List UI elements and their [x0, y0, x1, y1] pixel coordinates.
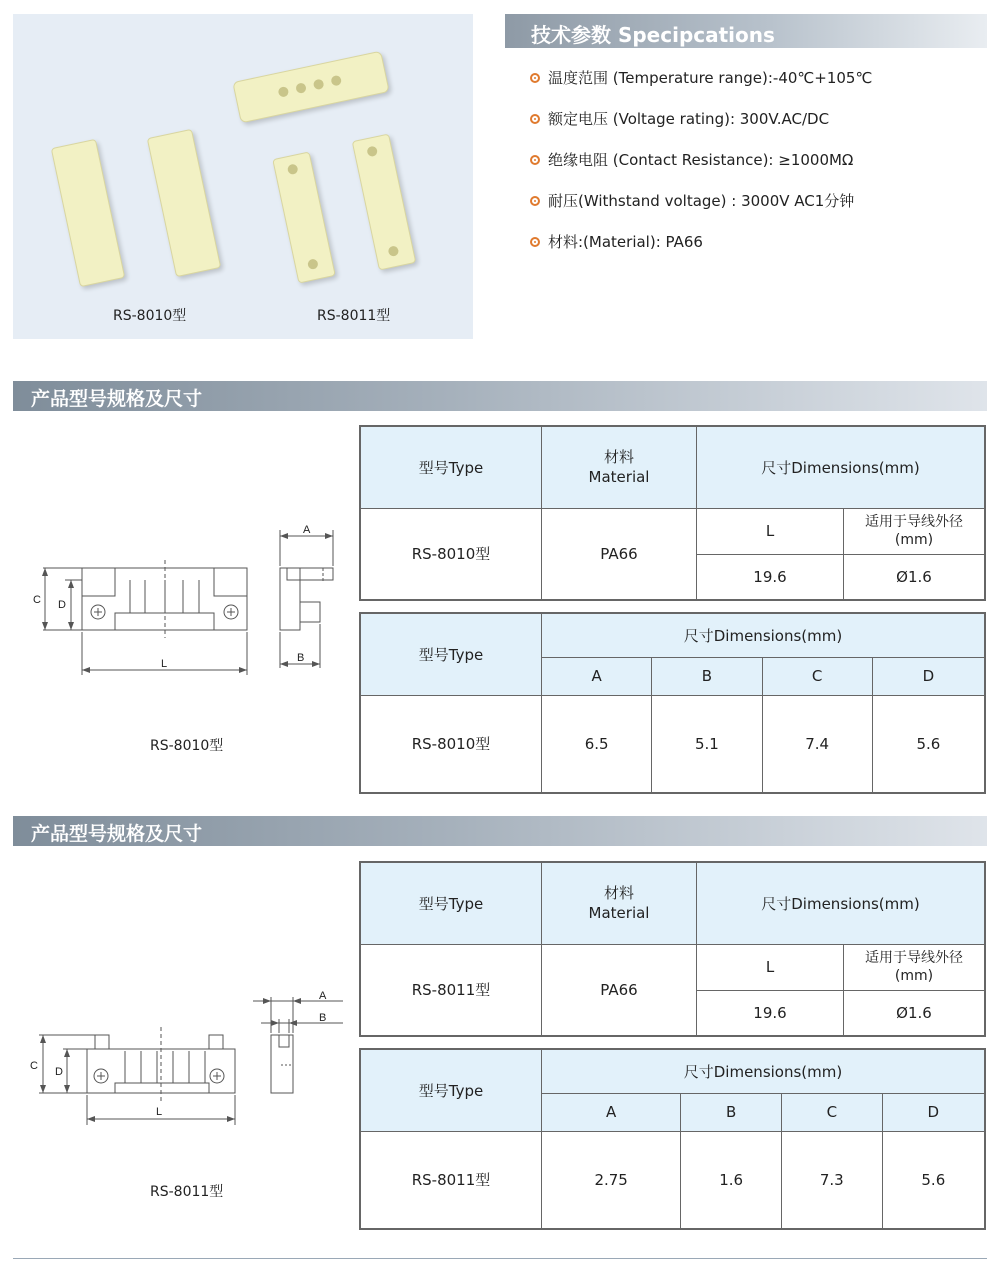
bullet-icon — [530, 114, 540, 124]
photo-caption-8010: RS-8010型 — [113, 308, 187, 324]
label-a: A — [319, 990, 327, 1002]
bullet-icon — [530, 196, 540, 206]
cell-model: RS-8011型 — [360, 1131, 542, 1229]
col-dimensions: 尺寸Dimensions(mm) — [697, 426, 986, 508]
bullet-icon — [530, 237, 540, 247]
label-a: A — [303, 524, 311, 536]
spec-item: 绝缘电阻 (Contact Resistance): ≥1000MΩ — [530, 149, 853, 170]
cell-wire-diameter: Ø1.6 — [844, 990, 986, 1036]
col-a: A — [542, 1093, 681, 1131]
col-type: 型号Type — [360, 426, 542, 508]
col-l: L — [697, 944, 844, 990]
cell-model: RS-8010型 — [360, 695, 542, 793]
label-l: L — [156, 1106, 163, 1118]
bullet-icon — [530, 73, 540, 83]
cell-wire-diameter: Ø1.6 — [844, 554, 986, 600]
cell-model: RS-8010型 — [360, 508, 542, 600]
product-photo — [13, 14, 473, 339]
col-dimensions: 尺寸Dimensions(mm) — [542, 613, 986, 657]
col-material: 材料 Material — [542, 426, 697, 508]
spec-table-rs8011 — [359, 861, 986, 1037]
cell-material: PA66 — [542, 508, 697, 600]
col-b: B — [681, 1093, 782, 1131]
section-title: 产品型号规格及尺寸 — [31, 823, 203, 845]
cell-l: 19.6 — [697, 990, 844, 1036]
col-d: D — [882, 1093, 985, 1131]
drawing-caption-rs8011: RS-8011型 — [150, 1184, 224, 1200]
col-l: L — [697, 508, 844, 554]
rs-8010-clip-right — [147, 129, 222, 277]
specifications-title: 技术参数 Specipcations — [531, 23, 775, 47]
label-b: B — [319, 1012, 327, 1024]
label-b: B — [297, 652, 305, 664]
footer-divider — [13, 1258, 987, 1259]
col-b: B — [652, 657, 762, 695]
drawing-caption-rs8010: RS-8010型 — [150, 738, 224, 754]
col-d: D — [872, 657, 985, 695]
dimension-table-rs8010 — [359, 612, 986, 794]
dimension-drawing-rs8011 — [25, 985, 345, 1135]
section-header-rs8011 — [13, 816, 987, 846]
cell-model: RS-8011型 — [360, 944, 542, 1036]
cell-material: PA66 — [542, 944, 697, 1036]
section-header-rs8010 — [13, 381, 987, 411]
col-dimensions: 尺寸Dimensions(mm) — [542, 1049, 986, 1093]
col-dimensions: 尺寸Dimensions(mm) — [697, 862, 986, 944]
rs-8011-block — [232, 51, 389, 124]
spec-item: 材料:(Material): PA66 — [530, 231, 703, 252]
cell-b: 5.1 — [652, 695, 762, 793]
col-type: 型号Type — [360, 1049, 542, 1131]
col-type: 型号Type — [360, 862, 542, 944]
cell-d: 5.6 — [882, 1131, 985, 1229]
dimension-table-rs8011 — [359, 1048, 986, 1230]
specifications-header — [505, 14, 987, 48]
label-d: D — [55, 1066, 63, 1078]
label-l: L — [161, 658, 168, 670]
spec-table-rs8010 — [359, 425, 986, 601]
cell-a: 2.75 — [542, 1131, 681, 1229]
spec-item: 温度范围 (Temperature range):-40℃+105℃ — [530, 67, 872, 88]
label-d: D — [58, 599, 66, 611]
spec-item: 耐压(Withstand voltage) : 3000V AC1分钟 — [530, 190, 854, 211]
section-title: 产品型号规格及尺寸 — [31, 388, 203, 410]
rs-8011-clip-left — [272, 151, 336, 283]
bullet-icon — [530, 155, 540, 165]
cell-c: 7.4 — [762, 695, 872, 793]
cell-l: 19.6 — [697, 554, 844, 600]
col-c: C — [781, 1093, 882, 1131]
label-c: C — [30, 1060, 38, 1072]
col-wire-diameter: 适用于导线外径 (mm) — [844, 944, 986, 990]
photo-caption-8011: RS-8011型 — [317, 308, 391, 324]
col-type: 型号Type — [360, 613, 542, 695]
cell-a: 6.5 — [542, 695, 652, 793]
col-wire-diameter: 适用于导线外径 (mm) — [844, 508, 986, 554]
rs-8010-clip-left — [51, 139, 126, 287]
label-c: C — [33, 594, 41, 606]
col-c: C — [762, 657, 872, 695]
spec-item: 额定电压 (Voltage rating): 300V.AC/DC — [530, 108, 829, 129]
cell-d: 5.6 — [872, 695, 985, 793]
dimension-drawing-rs8010 — [25, 520, 345, 690]
cell-c: 7.3 — [781, 1131, 882, 1229]
col-material: 材料 Material — [542, 862, 697, 944]
cell-b: 1.6 — [681, 1131, 782, 1229]
col-a: A — [542, 657, 652, 695]
rs-8011-clip-right — [352, 133, 417, 270]
